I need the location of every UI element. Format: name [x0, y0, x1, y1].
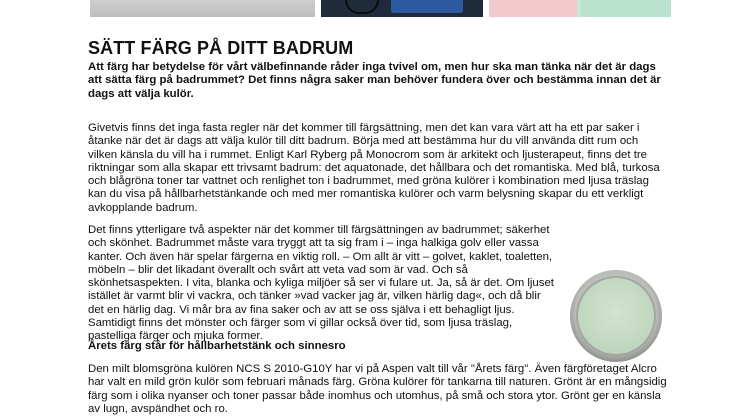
paragraph-3: Den milt blomsgröna kulören NCS S 2010-G10Y har vi på Aspen valt till vår "Årets färg". Även färgföretaget Alcro har valt en mild grön kulör som februari månads färg. Gröna kulörer för tankarna till naturen. Grönt är en mångsidig färg som i olika nyanser och toner passar både inomhus och utomhus, på små och stora ytor. Grönt ger en känsla av lugn, avspändhet och ro. [88, 363, 667, 415]
paint-surface [578, 278, 654, 354]
pink-swatch [489, 0, 577, 17]
blue-object-shape [391, 0, 463, 13]
bathroom-photo [90, 0, 315, 17]
top-photo-strip [0, 0, 746, 17]
section-heading: Årets färg står för hållbarhetstänk och sinnesro [88, 340, 346, 352]
article [88, 38, 670, 415]
article-lead: Att färg har betydelse för vårt välbefinnande råder inga tvivel om, men hur ska man tänka när det är dags att sätta färg på badrummet? Det finns några saker man behöver fundera över och bestämma innan det är dags att välja kulör. [88, 61, 661, 100]
article-title: SÄTT FÄRG PÅ DITT BADRUM [88, 38, 354, 58]
paragraph-2: Det finns ytterligare två aspekter när det kommer till färgsättningen av badrummet; säkerhet och skönhet. Badrummet måste vara tryggt att ta sig fram i – inga halkiga golv eller vassa kanter. Och även här spelar färgerna en viktig roll. – Om allt är vitt – golvet, kaklet, toaletten, möbeln – blir det likadant överallt och svårt att veta vad som är vad. Och så skönhetsaspekten. I vita, blanka och kyliga miljöer så ser vi fulare ut. Ja, så är det. Om ljuset istället är varmt blir vi vackra, och tänker »vad vacker jag är, vilken härlig dag«, och då blir det en härlig dag. Vi mår bra av fina saker och av att se oss själva i ett behagligt ljus. Samtidigt finns det mönster och färger som vi gillar också över tid, som ljusa träslag, pastelliga färger och mjuka former. [88, 224, 554, 343]
color-swatch-photo [489, 0, 671, 17]
cable-shape [345, 0, 379, 14]
accessories-photo [321, 0, 483, 17]
paragraph-1: Givetvis finns det inga fasta regler när det kommer till färgsättning, men det kan vara värt att ha ett par saker i åtanke när det är dags att välja kulör till ditt badrum. Börja med att bestämma hur du vill använda ditt rum och vilken känsla du vill ha i rummet. Enligt Karl Ryberg på Monocrom som är arkitekt och ljusterapeut, finns det tre riktningar som alla skapar ett trivsamt badrum: det aquatonade, det hållbara och det romantiska. Med blå, turkosa och blågröna toner tar vattnet och renlighet ton i badrummet, med gröna kulörer i kombination med ljusa träslag kan du visa på hållbarhetstänkande och med mer romantiska kulörer och varm belysning skapar du ett verkligt avkopplande badrum. [88, 122, 660, 214]
mint-swatch [581, 0, 671, 17]
paint-can-image [568, 268, 664, 364]
